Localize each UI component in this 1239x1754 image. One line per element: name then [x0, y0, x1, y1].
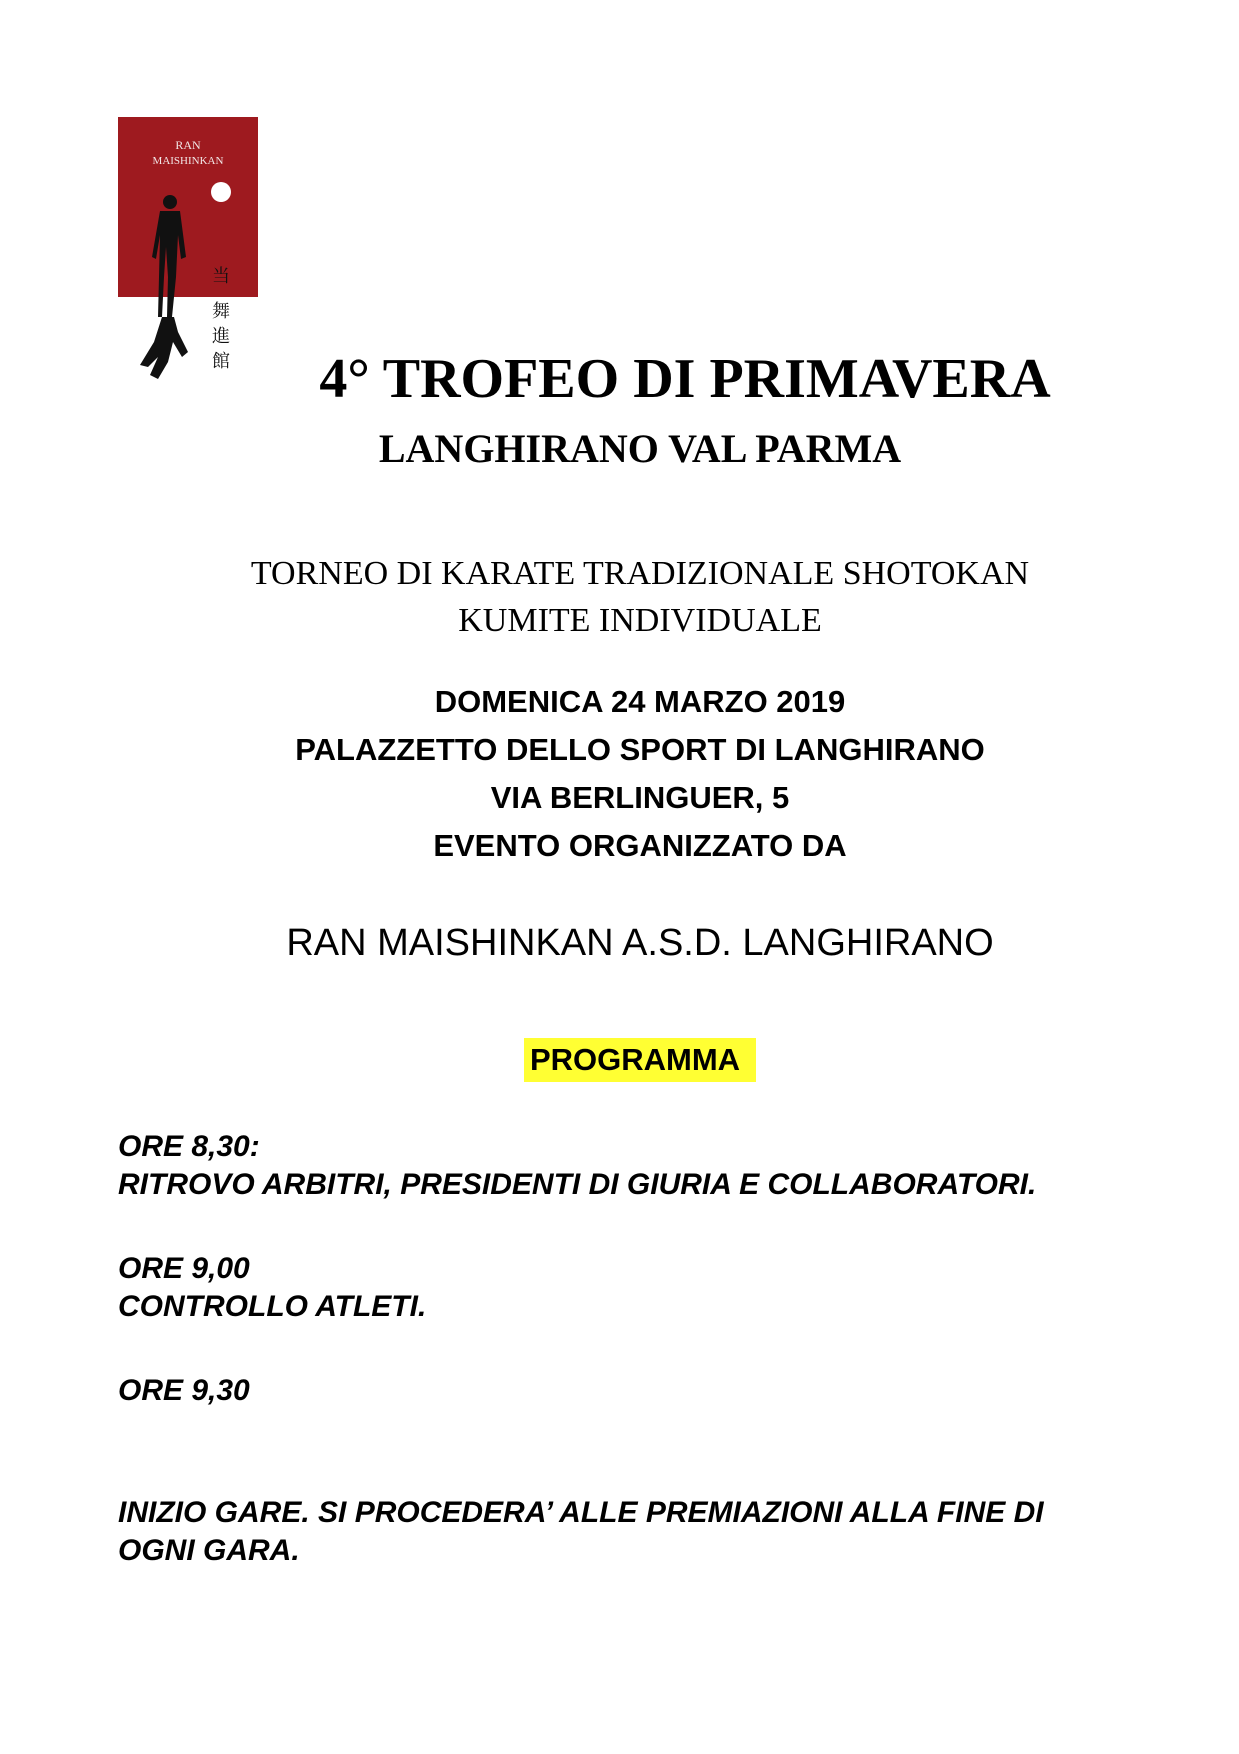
programma-heading: PROGRAMMA	[524, 1038, 756, 1082]
logo-text-line1: RAN	[175, 138, 201, 152]
schedule-description: INIZIO GARE. SI PROCEDERA’ ALLE PREMIAZIONI ALLA FINE DI	[118, 1496, 1044, 1529]
tournament-description	[140, 550, 1140, 644]
logo-sun-icon	[211, 182, 231, 202]
page-title: 4° TROFEO DI PRIMAVERA	[319, 348, 1051, 410]
event-date: DOMENICA 24 MARZO 2019	[434, 684, 846, 719]
logo-kanji-3: 進	[212, 326, 230, 347]
schedule-time: ORE 9,30	[118, 1374, 250, 1407]
event-venue: PALAZZETTO DELLO SPORT DI LANGHIRANO	[295, 732, 985, 767]
page-subtitle: LANGHIRANO VAL PARMA	[378, 426, 902, 471]
logo-kanji-4: 館	[212, 351, 230, 372]
schedule-time: ORE 9,00	[118, 1252, 250, 1285]
schedule-time: ORE 8,30:	[118, 1130, 260, 1163]
schedule-description: CONTROLLO ATLETI.	[118, 1290, 427, 1323]
event-organized-by: EVENTO ORGANIZZATO DA	[433, 828, 847, 863]
programma-heading-wrap	[140, 1038, 1140, 1082]
schedule-description: RITROVO ARBITRI, PRESIDENTI DI GIURIA E COLLABORATORI.	[118, 1168, 1037, 1201]
organizer-name: RAN MAISHINKAN A.S.D. LANGHIRANO	[286, 922, 994, 964]
tournament-line-1: TORNEO DI KARATE TRADIZIONALE SHOTOKAN	[250, 555, 1030, 592]
event-info	[140, 678, 1140, 870]
schedule	[118, 1128, 1198, 1570]
logo-text-line2: MAISHINKAN	[152, 155, 224, 167]
schedule-description: OGNI GARA.	[118, 1534, 300, 1567]
logo-kanji-1: 当	[212, 266, 230, 287]
tournament-line-2: KUMITE INDIVIDUALE	[458, 602, 822, 639]
logo-kanji-2: 舞	[212, 301, 230, 322]
event-address: VIA BERLINGUER, 5	[490, 780, 790, 815]
